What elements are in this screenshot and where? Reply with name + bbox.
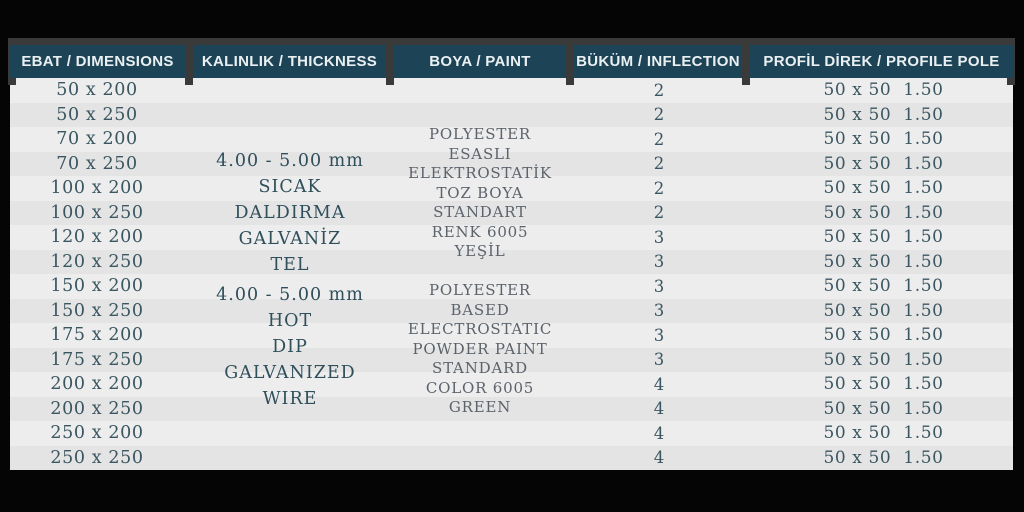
merged-cell-line: BASED bbox=[450, 300, 510, 319]
profile-pole-cell: 50 x 50 1.50 bbox=[823, 129, 944, 150]
dimensions-cell: 250 x 200 bbox=[50, 423, 144, 444]
table-header-row bbox=[10, 45, 1013, 78]
dimensions-cell: 175 x 250 bbox=[50, 349, 144, 370]
profile-pole-cell: 50 x 50 1.50 bbox=[823, 447, 944, 468]
merged-cell-line: STANDARD bbox=[432, 359, 528, 377]
merged-cell-line: DALDIRMA bbox=[234, 203, 346, 223]
merged-cell-line: DIP bbox=[272, 337, 308, 357]
table-row bbox=[10, 103, 1013, 128]
inflection-cell: 3 bbox=[653, 325, 665, 345]
merged-cell-line: POLYESTER bbox=[429, 125, 531, 143]
thickness-cell-region bbox=[184, 103, 396, 128]
merged-cell-line: POWDER PAINT bbox=[412, 339, 548, 358]
merged-cell-line: GREEN bbox=[448, 398, 512, 416]
inflection-cell: 4 bbox=[653, 448, 665, 468]
merged-cell-line: RENK 6005 bbox=[431, 222, 529, 241]
dimensions-cell: 100 x 200 bbox=[50, 178, 144, 199]
merged-cell-paint-turkish bbox=[396, 125, 564, 262]
dimensions-cell: 50 x 250 bbox=[56, 104, 138, 125]
dimensions-cell: 100 x 250 bbox=[50, 202, 144, 223]
merged-cell-thickness-english bbox=[184, 282, 396, 412]
frame-notch bbox=[8, 78, 16, 85]
profile-pole-cell: 50 x 50 1.50 bbox=[823, 251, 944, 272]
merged-cell-thickness-turkish bbox=[184, 148, 396, 278]
profile-pole-cell: 50 x 50 1.50 bbox=[823, 153, 944, 174]
merged-cell-line: WIRE bbox=[262, 389, 318, 409]
inflection-cell: 2 bbox=[653, 203, 665, 223]
profile-pole-cell: 50 x 50 1.50 bbox=[823, 178, 944, 199]
frame-notch bbox=[1007, 78, 1015, 85]
dimensions-cell: 150 x 250 bbox=[50, 300, 144, 321]
profile-pole-cell: 50 x 50 1.50 bbox=[823, 300, 944, 321]
thickness-cell-region bbox=[184, 446, 396, 471]
dimensions-cell: 50 x 200 bbox=[56, 80, 138, 101]
paint-cell-region bbox=[396, 78, 564, 103]
merged-cell-line: TEL bbox=[270, 255, 310, 275]
merged-cell-line: TOZ BOYA bbox=[436, 183, 524, 202]
merged-cell-line: ELECTROSTATIC bbox=[407, 320, 553, 338]
profile-pole-cell: 50 x 50 1.50 bbox=[823, 227, 944, 248]
frame-notch bbox=[566, 78, 574, 85]
profile-pole-cell: 50 x 50 1.50 bbox=[823, 374, 944, 395]
column-header-thickness: KALINLIK / THICKNESS bbox=[193, 45, 386, 78]
merged-cell-paint-english bbox=[396, 281, 564, 418]
dimensions-cell: 200 x 200 bbox=[50, 374, 144, 395]
profile-pole-cell: 50 x 50 1.50 bbox=[823, 80, 944, 101]
merged-cell-line: ESASLI bbox=[448, 144, 512, 163]
profile-pole-cell: 50 x 50 1.50 bbox=[823, 325, 944, 346]
frame-notch bbox=[742, 78, 750, 85]
frame-notch bbox=[185, 78, 193, 85]
merged-cell-line: SICAK bbox=[258, 177, 322, 197]
inflection-cell: 4 bbox=[653, 399, 665, 419]
dimensions-cell: 200 x 250 bbox=[50, 398, 144, 419]
table-row bbox=[10, 446, 1013, 471]
merged-cell-line: COLOR 6005 bbox=[425, 378, 535, 397]
inflection-cell: 4 bbox=[653, 423, 665, 443]
column-header-paint: BOYA / PAINT bbox=[394, 45, 566, 78]
thickness-cell-region bbox=[184, 421, 396, 446]
merged-cell-line: ELEKTROSTATİK bbox=[408, 164, 552, 182]
merged-cell-line: GALVANIZED bbox=[224, 363, 356, 383]
column-header-profile-pole: PROFİL DİREK / PROFILE POLE bbox=[750, 45, 1013, 78]
column-header-dimensions: EBAT / DIMENSIONS bbox=[10, 45, 185, 78]
merged-cell-line: POLYESTER bbox=[429, 281, 531, 299]
table-row bbox=[10, 421, 1013, 446]
dimensions-cell: 120 x 250 bbox=[50, 251, 144, 272]
profile-pole-cell: 50 x 50 1.50 bbox=[823, 349, 944, 370]
thickness-cell-region bbox=[184, 78, 396, 103]
inflection-cell: 3 bbox=[653, 350, 665, 370]
profile-pole-cell: 50 x 50 1.50 bbox=[823, 276, 944, 297]
inflection-cell: 3 bbox=[653, 301, 665, 321]
inflection-cell: 3 bbox=[653, 227, 665, 247]
paint-cell-region bbox=[396, 421, 564, 446]
merged-cell-line: 4.00 - 5.00 mm bbox=[216, 285, 364, 305]
dimensions-cell: 175 x 200 bbox=[50, 325, 144, 346]
column-header-inflection: BÜKÜM / INFLECTION bbox=[574, 45, 742, 78]
table-row bbox=[10, 78, 1013, 103]
inflection-cell: 3 bbox=[653, 252, 665, 272]
inflection-cell: 2 bbox=[653, 105, 665, 125]
merged-cell-line: STANDART bbox=[433, 203, 527, 221]
profile-pole-cell: 50 x 50 1.50 bbox=[823, 202, 944, 223]
inflection-cell: 4 bbox=[653, 374, 665, 394]
profile-pole-cell: 50 x 50 1.50 bbox=[823, 398, 944, 419]
profile-pole-cell: 50 x 50 1.50 bbox=[823, 423, 944, 444]
inflection-cell: 2 bbox=[653, 154, 665, 174]
merged-cell-line: GALVANİZ bbox=[238, 229, 342, 249]
dimensions-cell: 250 x 250 bbox=[50, 447, 144, 468]
inflection-cell: 3 bbox=[653, 276, 665, 296]
table-body bbox=[10, 78, 1013, 470]
inflection-cell: 2 bbox=[653, 129, 665, 149]
dimensions-cell: 70 x 200 bbox=[56, 129, 138, 150]
merged-cell-line: YEŞİL bbox=[454, 242, 506, 260]
merged-cell-line: 4.00 - 5.00 mm bbox=[216, 151, 364, 171]
frame-notch bbox=[386, 78, 394, 85]
dimensions-cell: 120 x 200 bbox=[50, 227, 144, 248]
inflection-cell: 2 bbox=[653, 80, 665, 100]
paint-cell-region bbox=[396, 446, 564, 471]
dimensions-cell: 150 x 200 bbox=[50, 276, 144, 297]
profile-pole-cell: 50 x 50 1.50 bbox=[823, 104, 944, 125]
inflection-cell: 2 bbox=[653, 178, 665, 198]
dimensions-cell: 70 x 250 bbox=[56, 153, 138, 174]
merged-cell-line: HOT bbox=[267, 311, 313, 331]
paint-cell-region bbox=[396, 103, 564, 128]
